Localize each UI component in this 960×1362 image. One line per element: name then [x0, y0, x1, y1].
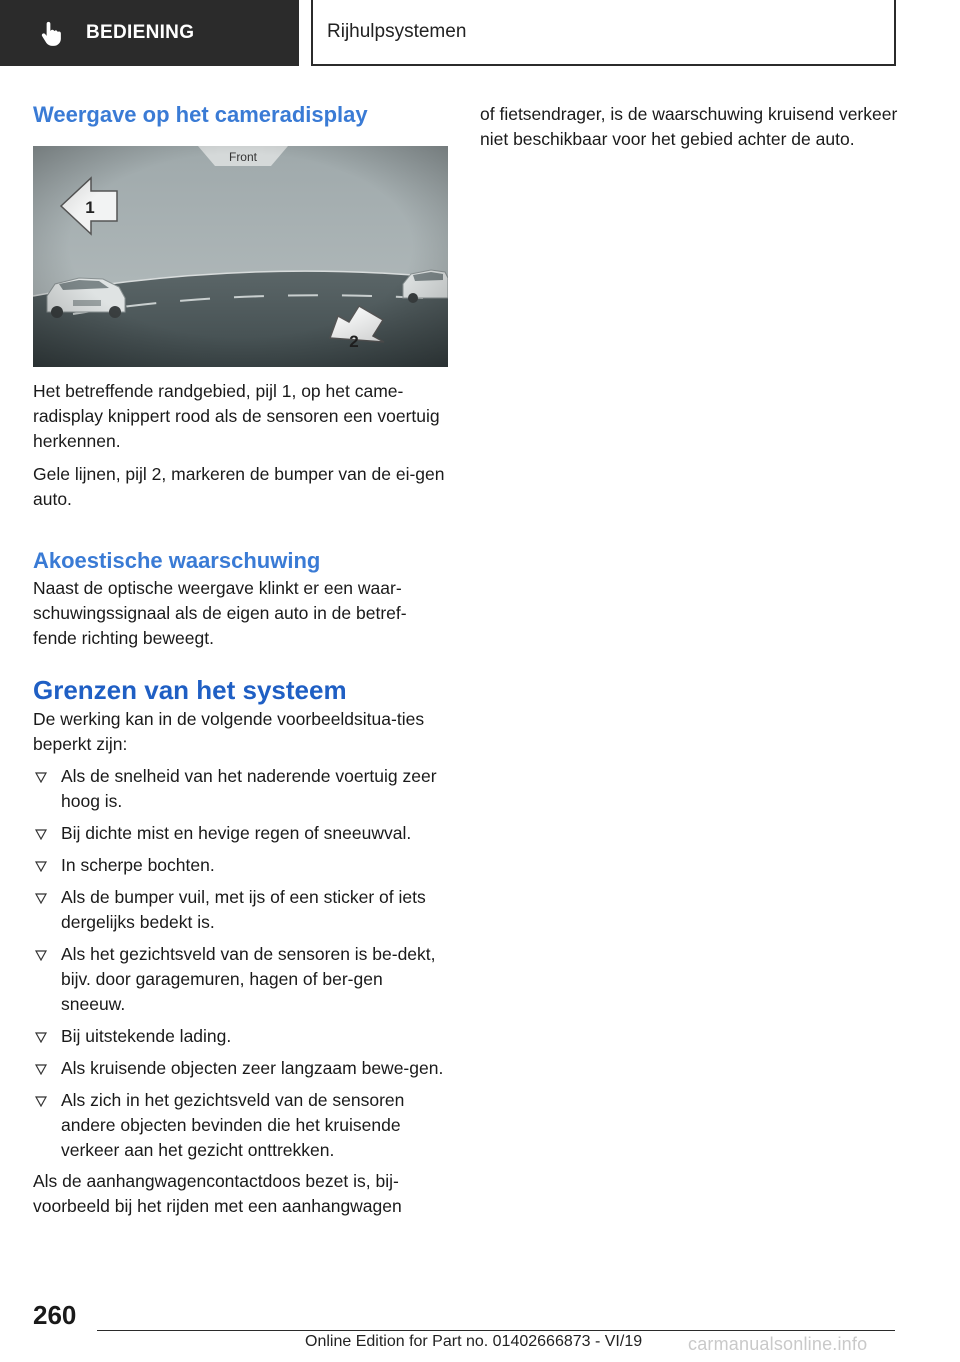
- list-item: Als zich in het gezichtsveld van de sensoren andere objecten bevinden die het kruisende verkeer aan het gezicht onttrekken.: [33, 1088, 448, 1163]
- triangle-bullet-icon: [35, 829, 47, 840]
- limits-list: [33, 764, 448, 1163]
- camera-display-illustration: [33, 146, 448, 367]
- left-column: [33, 100, 448, 1219]
- paragraph-limits-intro: De werking kan in de volgende voorbeeldsitua-ties beperkt zijn:: [33, 709, 425, 754]
- list-item: Bij dichte mist en hevige regen of sneeuwval.: [33, 821, 448, 846]
- page-header: [0, 0, 960, 66]
- edition-text: Online Edition for Part no. 01402666873 - VI/19: [305, 1333, 643, 1350]
- list-item: In scherpe bochten.: [33, 853, 448, 878]
- paragraph-acoustic-warning: Naast de optische weergave klinkt er een waar-schuwingssignaal als de eigen auto in de betref-fende richting beweegt.: [33, 578, 407, 648]
- list-item: Als de bumper vuil, met ijs of een sticker of iets dergelijks bedekt is.: [33, 885, 448, 935]
- triangle-bullet-icon: [35, 950, 47, 961]
- triangle-bullet-icon: [35, 893, 47, 904]
- camera-display-figure: [33, 146, 448, 367]
- triangle-bullet-icon: [35, 1096, 47, 1107]
- triangle-bullet-icon: [35, 1032, 47, 1043]
- heading-acoustic-warning: Akoestische waarschuwing: [33, 548, 321, 573]
- section-tab: [0, 0, 299, 66]
- list-item: Als het gezichtsveld van de sensoren is be-dekt, bijv. door garagemuren, hagen of ber-gen sneeuw.: [33, 942, 448, 1017]
- paragraph-trailer-socket: Als de aanhangwagencontactdoos bezet is, bij-voorbeeld bij het rijden met een aanhangwagen: [33, 1171, 402, 1216]
- heading-camera-display: Weergave op het cameradisplay: [33, 102, 368, 127]
- list-item: Als kruisende objecten zeer langzaam bewe-gen.: [33, 1056, 448, 1081]
- watermark-text: carmanualsonline.info: [688, 1334, 868, 1354]
- paragraph-yellow-lines: Gele lijnen, pijl 2, markeren de bumper van de ei-gen auto.: [33, 464, 445, 509]
- hand-pointer-icon: [38, 19, 66, 47]
- triangle-bullet-icon: [35, 861, 47, 872]
- paragraph-display-blink: Het betreffende randgebied, pijl 1, op het came-radisplay knippert rood als de sensoren een voertuig herkennen.: [33, 381, 440, 451]
- list-item: Als de snelheid van het naderende voertuig zeer hoog is.: [33, 764, 448, 814]
- page-number: 260: [33, 1300, 77, 1330]
- footer-divider: [97, 1330, 895, 1331]
- chapter-title: Rijhulpsystemen: [311, 0, 896, 66]
- heading-system-limits: Grenzen van het systeem: [33, 675, 347, 705]
- list-item: Bij uitstekende lading.: [33, 1024, 448, 1049]
- right-column: [480, 102, 900, 152]
- section-label: BEDIENING: [86, 22, 195, 43]
- triangle-bullet-icon: [35, 772, 47, 783]
- triangle-bullet-icon: [35, 1064, 47, 1075]
- paragraph-bike-carrier: of fietsendrager, is de waarschuwing kruisend verkeer niet beschikbaar voor het gebied achter de auto.: [480, 104, 898, 149]
